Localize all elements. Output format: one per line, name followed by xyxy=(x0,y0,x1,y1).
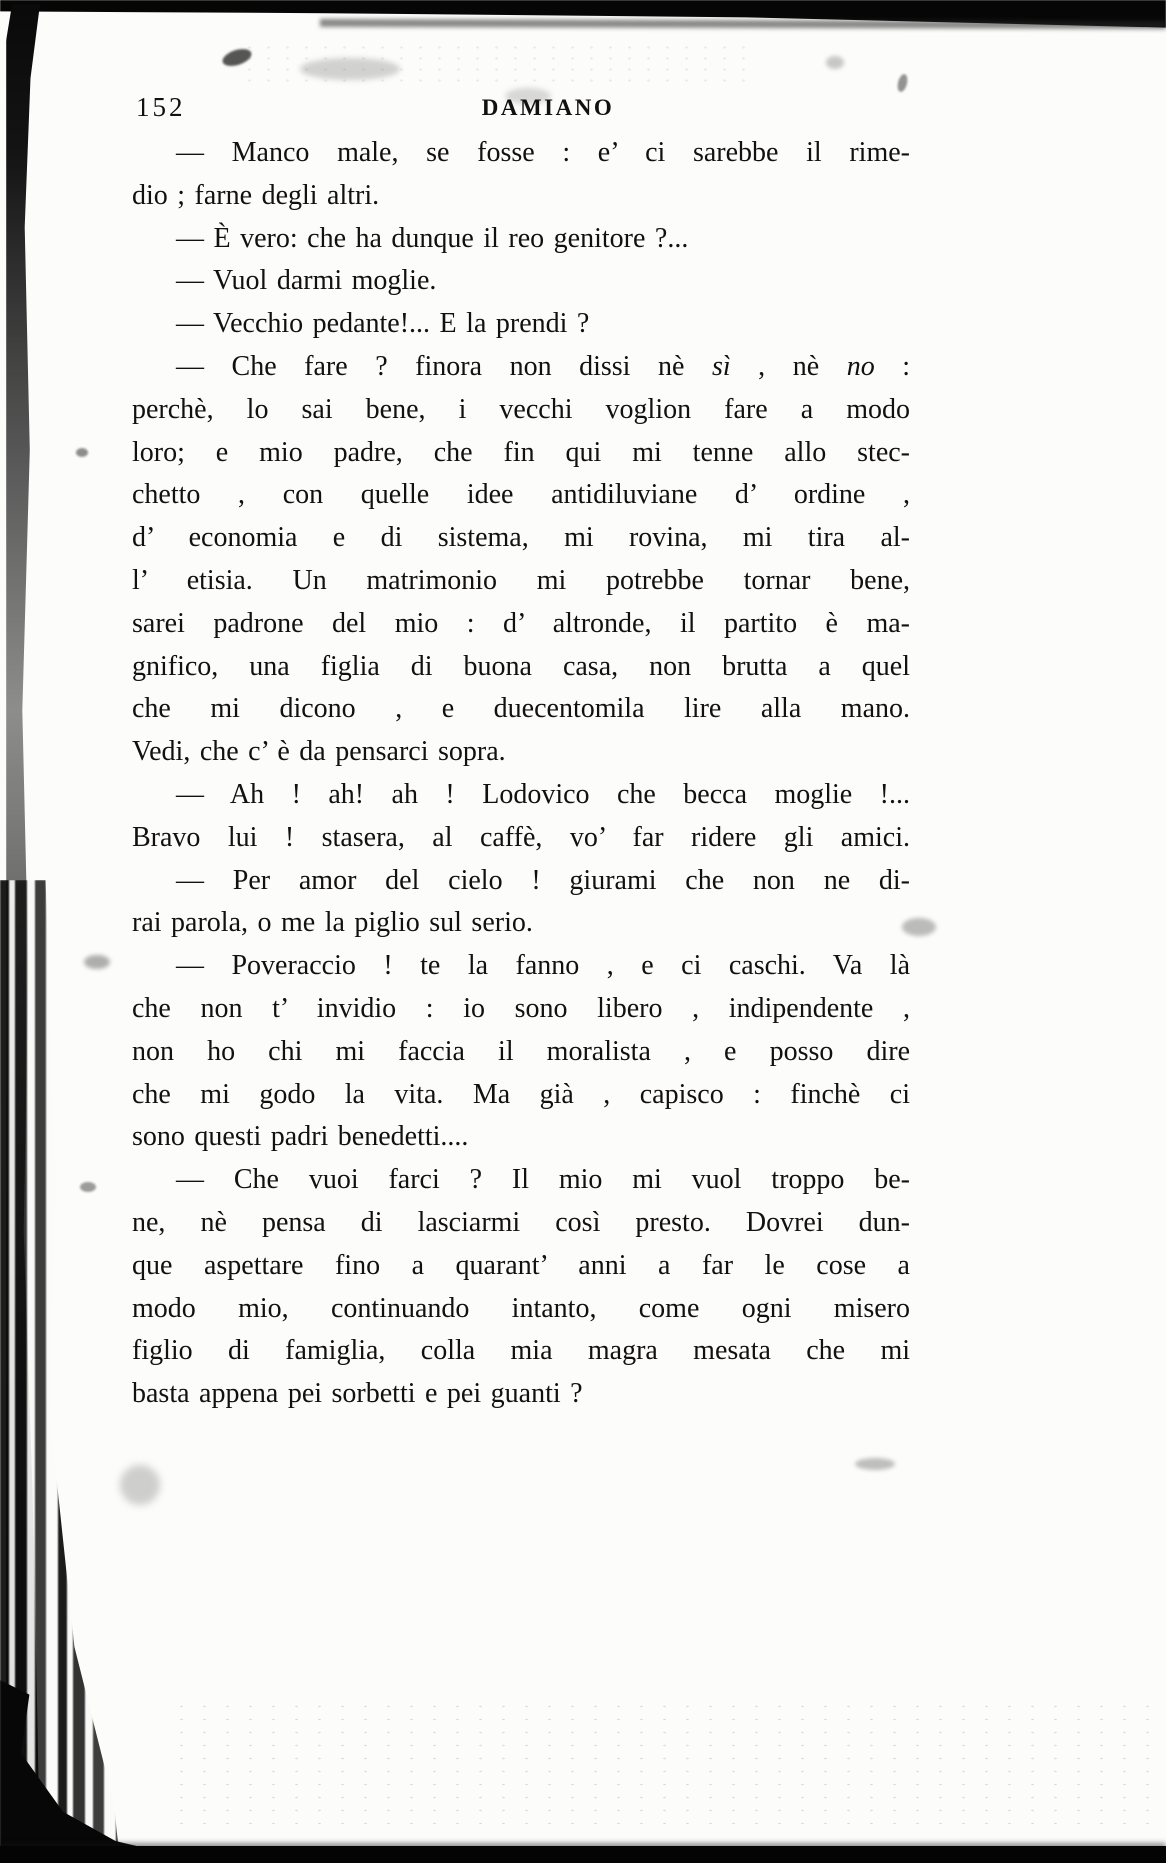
text-line: — Che vuoi farci ? Il mio mi vuol troppo be- xyxy=(176,1164,910,1196)
ink-smudge xyxy=(855,1458,895,1470)
text-line: che mi godo la vita. Ma già , capisco : finchè ci xyxy=(132,1078,910,1110)
ink-smudge xyxy=(84,955,110,969)
text-line: chetto , con quelle idee antidiluviane d’ ordine , xyxy=(132,479,910,511)
ink-smudge xyxy=(120,1465,160,1505)
text-line: — Per amor del cielo ! giurami che non ne di- xyxy=(176,864,910,896)
ink-smudge xyxy=(826,56,844,69)
text-line: perchè, lo sai bene, i vecchi voglion fare a modo xyxy=(132,393,910,425)
scan-noise-speckle xyxy=(170,1700,1150,1830)
text-segment: — Che fare ? finora non dissi nè xyxy=(176,350,712,382)
running-header: DAMIANO xyxy=(481,95,615,120)
page-number: 152 xyxy=(136,92,186,122)
text-segment: , nè xyxy=(730,350,847,382)
text-line: rai parola, o me la piglio sul serio. xyxy=(132,907,533,939)
text-line: basta appena pei sorbetti e pei guanti ? xyxy=(132,1378,583,1410)
text-line: figlio di famiglia, colla mia magra mesata che mi xyxy=(132,1335,910,1367)
text-line: che non t’ invidio : io sono libero , indipendente , xyxy=(132,992,910,1024)
page-header xyxy=(132,92,910,126)
scan-top-edge-fuzz xyxy=(320,19,1166,29)
text-segment-italic: sì xyxy=(711,350,731,382)
text-line: sarei padrone del mio : d’ altronde, il partito è ma- xyxy=(132,607,910,639)
text-column xyxy=(132,92,910,1416)
text-line: Vedi, che c’ è da pensarci sopra. xyxy=(132,736,506,768)
text-line: — Ah ! ah! ah ! Lodovico che becca moglie !... xyxy=(176,778,910,810)
text-line: que aspettare fino a quarant’ anni a far le cose a xyxy=(132,1249,910,1281)
text-line: — Vuol darmi moglie. xyxy=(176,265,437,297)
text-segment-italic: no xyxy=(846,350,875,382)
text-line: l’ etisia. Un matrimonio mi potrebbe tornar bene, xyxy=(132,564,910,596)
page-body xyxy=(132,132,910,1416)
text-line: sono questi padri benedetti.... xyxy=(132,1121,469,1153)
text-line: dio ; farne degli altri. xyxy=(132,179,380,211)
text-line: loro; e mio padre, che fin qui mi tenne allo stec- xyxy=(132,436,910,468)
text-line: d’ economia e di sistema, mi rovina, mi tira al- xyxy=(132,522,910,554)
text-line: gnifico, una figlia di buona casa, non brutta a quel xyxy=(132,650,910,682)
text-line: — Vecchio pedante!... E la prendi ? xyxy=(176,308,590,340)
ink-smudge xyxy=(896,73,909,93)
text-line: — Manco male, se fosse : e’ ci sarebbe il rime- xyxy=(176,137,910,168)
scan-bottom-edge xyxy=(0,1846,1166,1863)
text-line: Bravo lui ! stasera, al caffè, vo’ far ridere gli amici. xyxy=(132,821,910,853)
text-line: modo mio, continuando intanto, come ogni misero xyxy=(132,1292,910,1324)
text-line: — È vero: che ha dunque il reo genitore ?... xyxy=(176,222,689,254)
text-line: non ho chi mi faccia il moralista , e posso dire xyxy=(132,1035,910,1067)
ink-smudge xyxy=(80,1182,96,1192)
text-segment: : xyxy=(874,350,911,382)
text-line: ne, nè pensa di lasciarmi così presto. Dovrei dun- xyxy=(132,1206,910,1238)
text-line: — Poveraccio ! te la fanno , e ci caschi. Va là xyxy=(176,950,910,982)
text-line: che mi dicono , e duecentomila lire alla mano. xyxy=(132,693,910,725)
ink-smudge xyxy=(300,58,400,80)
ink-smudge xyxy=(76,448,88,457)
text-line xyxy=(132,346,910,389)
